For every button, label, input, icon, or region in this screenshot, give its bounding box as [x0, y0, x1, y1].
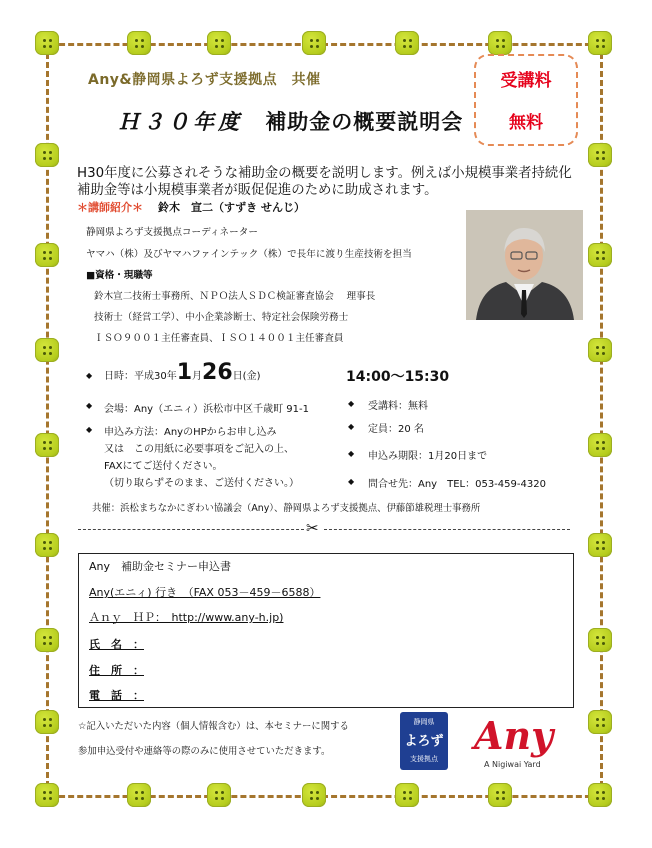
any-logo: Any — [474, 713, 554, 758]
instructor-line: 静岡県よろず支援拠点コーディネーター — [86, 227, 258, 238]
scissors-icon: ✂ — [306, 519, 319, 537]
title-year: Ｈ３０年度 — [118, 110, 243, 134]
contact-detail: 問合せ先：Any TEL：053-459-4320 — [368, 479, 546, 490]
yorozu-logo-main: よろず — [404, 734, 444, 749]
apply-line: FAXにてご送付ください。 — [104, 461, 223, 472]
button-ornament — [488, 783, 512, 807]
date-suffix: 日(金) — [232, 371, 261, 382]
yorozu-logo-top: 静岡県 — [413, 718, 435, 726]
qual-item: 技術士（経営工学）、中小企業診断士、特定社会保険労務士 — [94, 312, 349, 323]
button-ornament — [207, 31, 231, 55]
button-ornament — [588, 710, 612, 734]
apply-line: 又は この用紙に必要事項をご記入の上、 — [104, 444, 294, 455]
fee-badge — [474, 54, 578, 146]
button-ornament — [35, 628, 59, 652]
button-ornament — [35, 143, 59, 167]
page-title — [118, 106, 463, 136]
portrait-illustration — [466, 210, 583, 320]
cut-line-right — [324, 529, 570, 530]
button-ornament — [127, 783, 151, 807]
button-ornament — [35, 31, 59, 55]
button-ornament — [488, 31, 512, 55]
fee-detail: 受講料：無料 — [368, 401, 428, 412]
button-ornament — [588, 628, 612, 652]
cut-line-left — [78, 529, 304, 530]
button-ornament — [207, 783, 231, 807]
privacy-note: ☆記入いただいた内容（個人情報含む）は、本セミナーに関する — [78, 721, 349, 732]
qual-item: ＩＳＯ９００１主任審査員、ＩＳＯ１４００１主任審査員 — [94, 333, 344, 344]
event-venue: 会場：Any（エニィ）浜松市中区千歳町 91-1 — [104, 404, 309, 415]
button-ornament — [35, 433, 59, 457]
diamond-bullet-icon: ◆ — [348, 477, 355, 486]
diamond-bullet-icon: ◆ — [86, 401, 93, 410]
button-ornament — [588, 31, 612, 55]
form-hp: Ａｎｙ ＨＰ： http://www.any-h.jp) — [89, 611, 284, 624]
instructor-photo — [466, 210, 583, 320]
button-ornament — [35, 243, 59, 267]
button-ornament — [588, 243, 612, 267]
title-main: 補助金の概要説明会 — [265, 110, 464, 134]
apply-line: 申込み方法：AnyのHPからお申し込み — [104, 427, 277, 438]
event-time: 14:00～15:30 — [346, 369, 450, 385]
qual-item: 鈴木宣二技術士事務所、ＮＰＯ法人ＳＤＣ検証審査協会 理事長 — [94, 291, 376, 302]
date-mid: 月 — [192, 371, 203, 382]
button-ornament — [588, 533, 612, 557]
yorozu-logo — [400, 712, 448, 770]
button-ornament — [35, 533, 59, 557]
form-address-field[interactable]: 住 所 ： — [89, 664, 144, 677]
diamond-bullet-icon: ◆ — [348, 422, 355, 431]
form-phone-field[interactable]: 電 話 ： — [89, 689, 144, 702]
button-ornament — [35, 783, 59, 807]
diamond-bullet-icon: ◆ — [348, 449, 355, 458]
button-ornament — [302, 783, 326, 807]
fee-badge-line2: 無料 — [509, 113, 543, 133]
cohost-line: Any&静岡県よろず支援拠点 共催 — [88, 72, 321, 88]
event-date — [104, 360, 260, 385]
fee-badge-line1: 受講料 — [500, 71, 552, 91]
any-logo-subtitle: A Nigiwai Yard — [484, 760, 541, 769]
cohosts-line: 共催：浜松まちなかにぎわい協議会（Any）、静岡県よろず支援拠点、伊藤節雄税理士事務所 — [92, 503, 481, 514]
form-to: Any(エニィ) 行き （FAX 053－459－6588） — [89, 586, 321, 599]
diamond-bullet-icon: ◆ — [86, 371, 93, 380]
instructor-line: ヤマハ（株）及びヤマハファインテック（株）で長年に渡り生産技術を担当 — [86, 249, 412, 260]
date-month: 1 — [176, 360, 193, 385]
apply-line: （切り取らずそのまま、ご送付ください。） — [104, 478, 299, 489]
button-ornament — [588, 338, 612, 362]
capacity-detail: 定員：20 名 — [368, 424, 424, 435]
button-ornament — [302, 31, 326, 55]
button-ornament — [395, 31, 419, 55]
button-ornament — [395, 783, 419, 807]
deadline-detail: 申込み期限：1月20日まで — [368, 451, 488, 462]
date-prefix: 日時：平成30年 — [104, 371, 177, 382]
intro-text: H30年度に公募されそうな補助金の概要を説明します。例えば小規模事業者持続化補助金等は小規模事業者が販促促進のために助成されます。 — [77, 166, 572, 198]
button-ornament — [588, 433, 612, 457]
button-ornament — [35, 710, 59, 734]
application-form — [78, 553, 574, 708]
button-ornament — [127, 31, 151, 55]
diamond-bullet-icon: ◆ — [348, 399, 355, 408]
yorozu-logo-bottom: 支援拠点 — [410, 755, 438, 763]
form-title: Any 補助金セミナー申込書 — [89, 560, 232, 573]
button-ornament — [35, 338, 59, 362]
button-ornament — [588, 783, 612, 807]
privacy-note: 参加申込受付や連絡等の際のみに使用させていただきます。 — [78, 746, 331, 757]
qual-heading: ■資格・現職等 — [86, 270, 153, 281]
instructor-label: ＊講師紹介＊ — [77, 201, 143, 214]
form-name-field[interactable]: 氏 名 ： — [89, 638, 144, 651]
button-ornament — [588, 143, 612, 167]
date-day: 26 — [202, 360, 233, 385]
diamond-bullet-icon: ◆ — [86, 425, 93, 434]
instructor-name: 鈴木 宣二（すずき せんじ） — [158, 201, 305, 214]
